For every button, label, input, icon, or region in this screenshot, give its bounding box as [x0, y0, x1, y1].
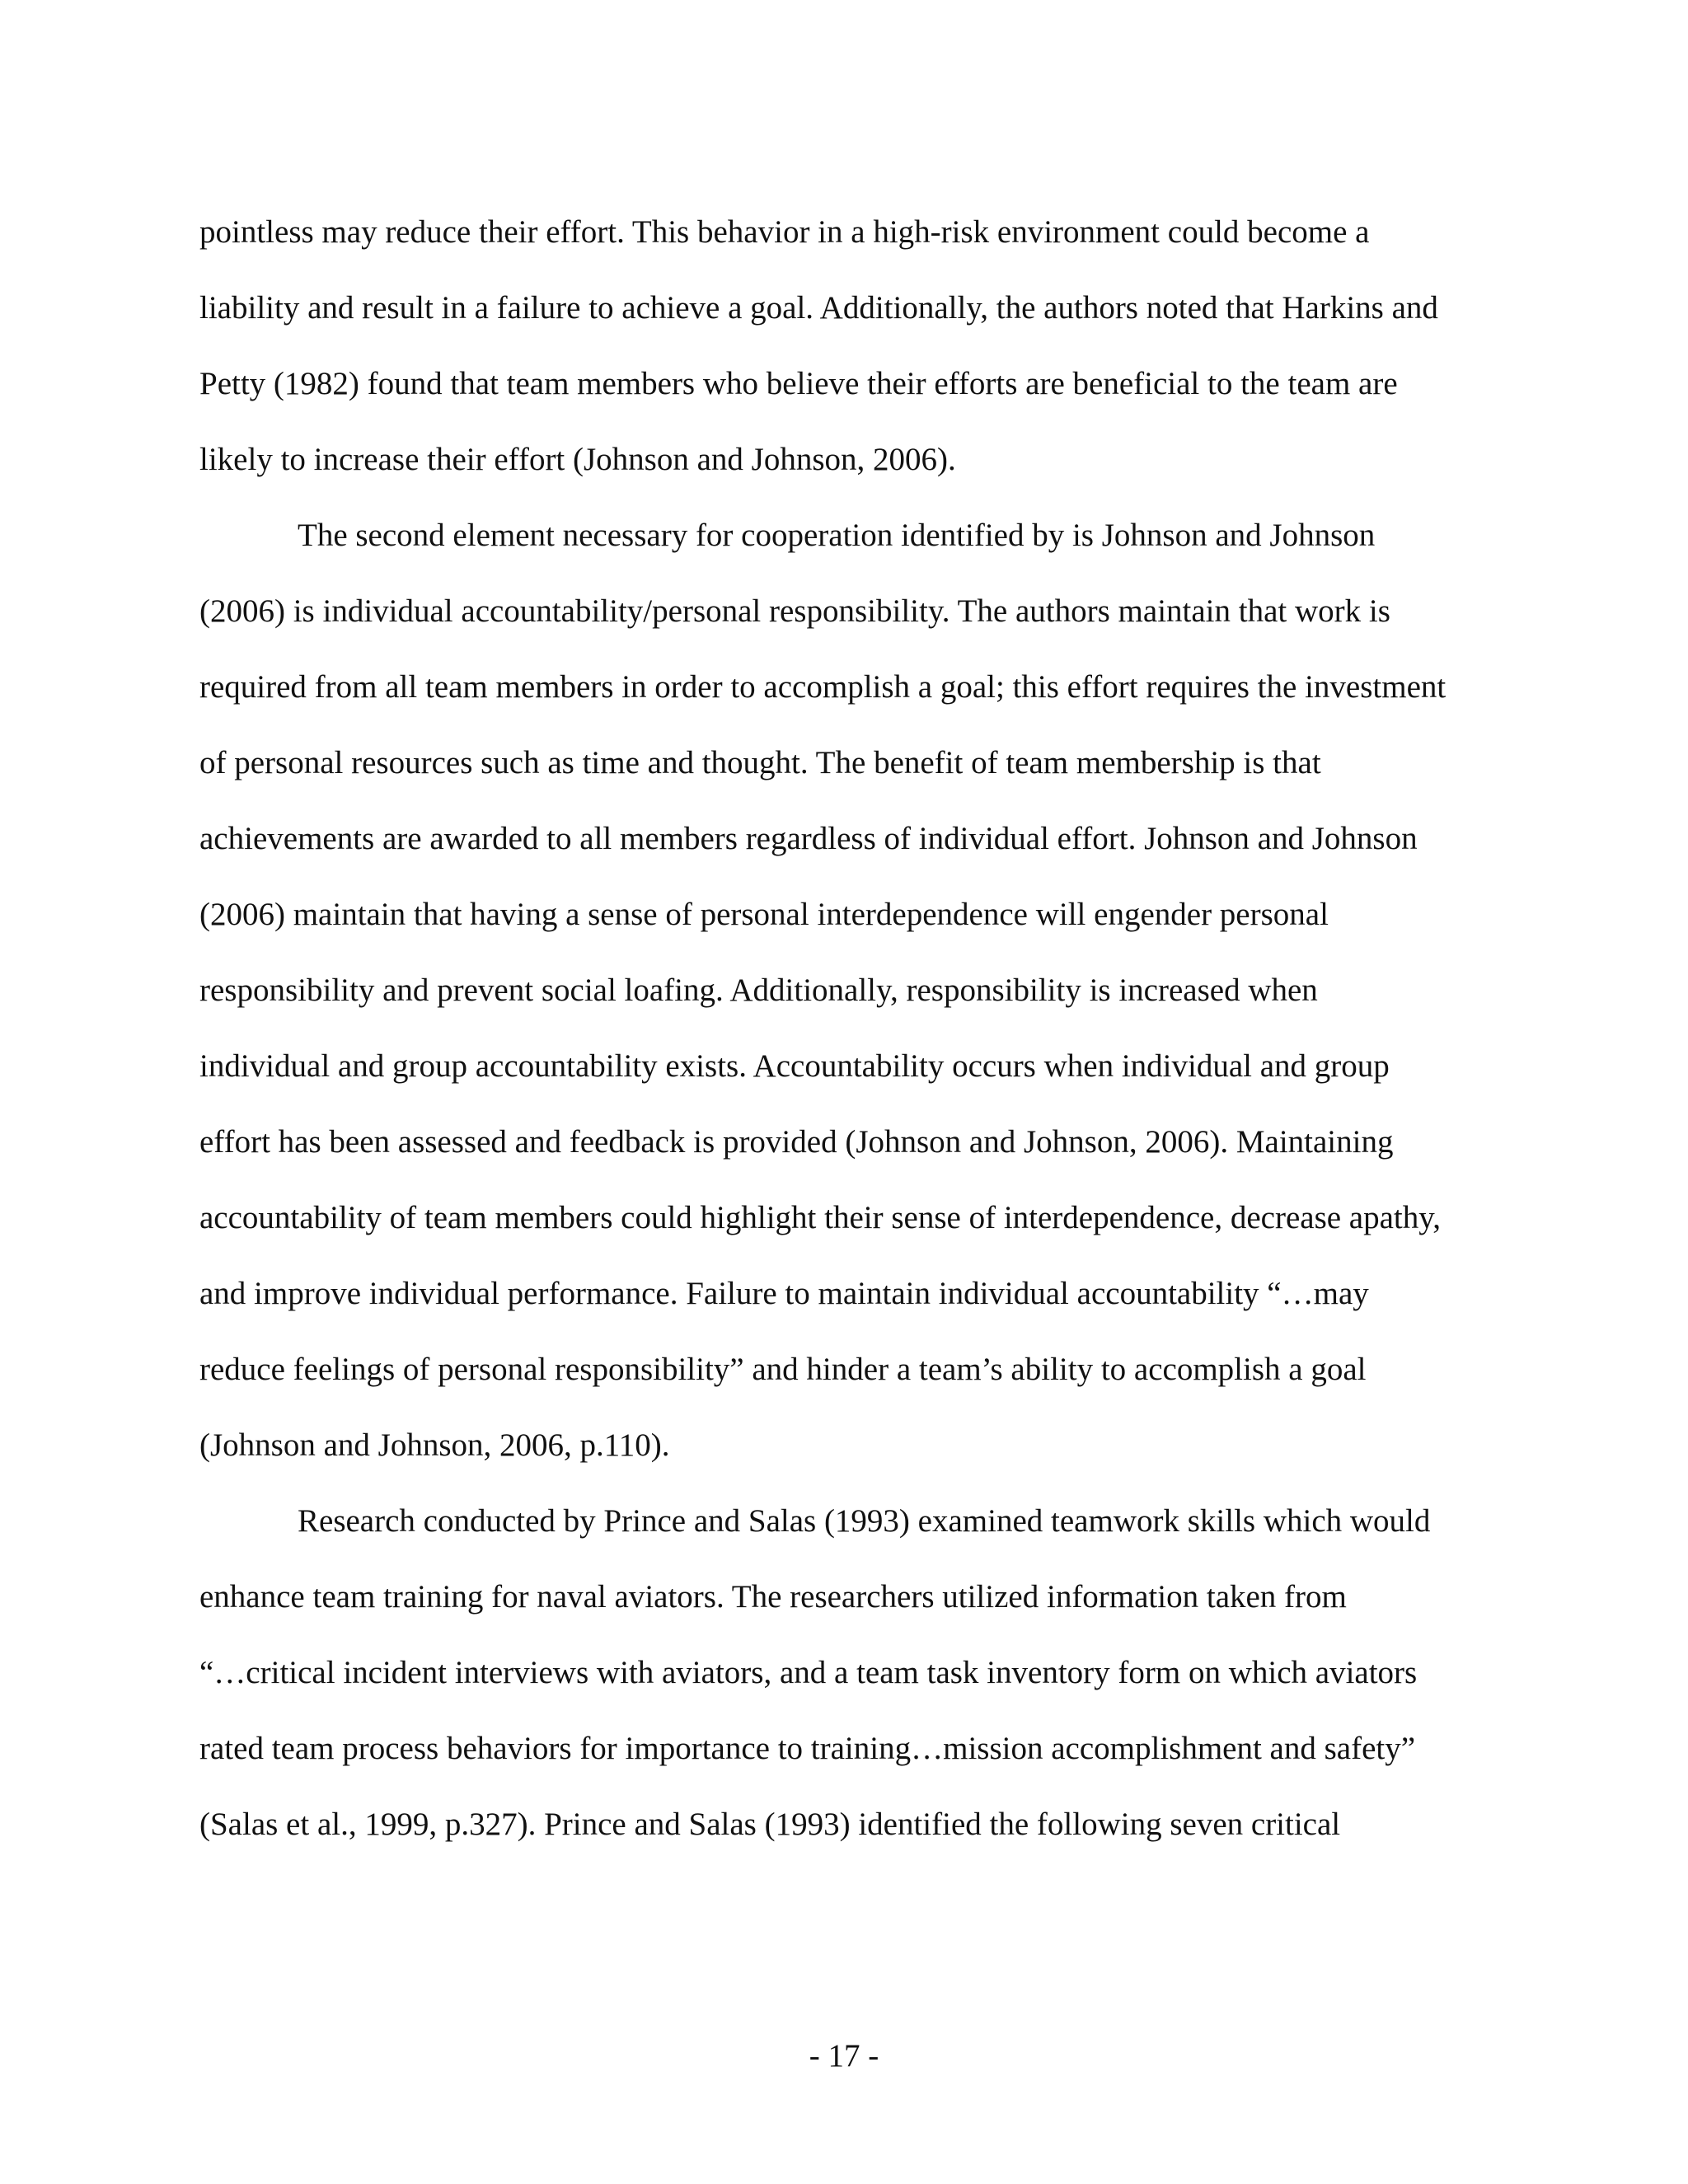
text-line: enhance team training for naval aviators. The researchers utilized information taken from [199, 1579, 1347, 1615]
paragraph-1 [199, 194, 1502, 498]
text-line: Research conducted by Prince and Salas (1993) examined teamwork skills which would [298, 1503, 1431, 1539]
text-line: responsibility and prevent social loafing. Additionally, responsibility is increased when [199, 972, 1318, 1008]
text-line: liability and result in a failure to achieve a goal. Additionally, the authors noted that Harkins and [199, 290, 1438, 326]
text-line: (Johnson and Johnson, 2006, p.110). [199, 1427, 670, 1463]
text-line: required from all team members in order to accomplish a goal; this effort requires the investment [199, 669, 1447, 705]
text-line: pointless may reduce their effort. This behavior in a high-risk environment could become a [199, 214, 1370, 250]
text-line: individual and group accountability exists. Accountability occurs when individual and group [199, 1048, 1390, 1084]
text-line: reduce feelings of personal responsibility” and hinder a team’s ability to accomplish a goal [199, 1352, 1367, 1387]
text-line: achievements are awarded to all members regardless of individual effort. Johnson and Johnson [199, 821, 1418, 856]
text-line: Petty (1982) found that team members who believe their efforts are beneficial to the team are [199, 366, 1398, 401]
text-line: and improve individual performance. Failure to maintain individual accountability “…may [199, 1276, 1369, 1311]
text-line: (2006) maintain that having a sense of personal interdependence will engender personal [199, 897, 1329, 932]
text-line: likely to increase their effort (Johnson and Johnson, 2006). [199, 442, 956, 477]
text-line: (2006) is individual accountability/personal responsibility. The authors maintain that work is [199, 593, 1390, 629]
body-text [199, 194, 1502, 1863]
page-number: - 17 - [809, 2038, 879, 2074]
paragraph-2 [199, 498, 1502, 1483]
text-line: of personal resources such as time and thought. The benefit of team membership is that [199, 745, 1321, 780]
text-line: rated team process behaviors for importance to training…mission accomplishment and safety” [199, 1731, 1416, 1766]
text-line: accountability of team members could highlight their sense of interdependence, decrease apathy, [199, 1200, 1441, 1235]
paragraph-3 [199, 1483, 1502, 1863]
text-line: The second element necessary for cooperation identified by is Johnson and Johnson [298, 518, 1376, 553]
text-line: effort has been assessed and feedback is provided (Johnson and Johnson, 2006). Maintaining [199, 1124, 1394, 1160]
text-line: “…critical incident interviews with aviators, and a team task inventory form on which aviators [199, 1655, 1418, 1690]
text-line: (Salas et al., 1999, p.327). Prince and Salas (1993) identified the following seven critical [199, 1807, 1341, 1842]
